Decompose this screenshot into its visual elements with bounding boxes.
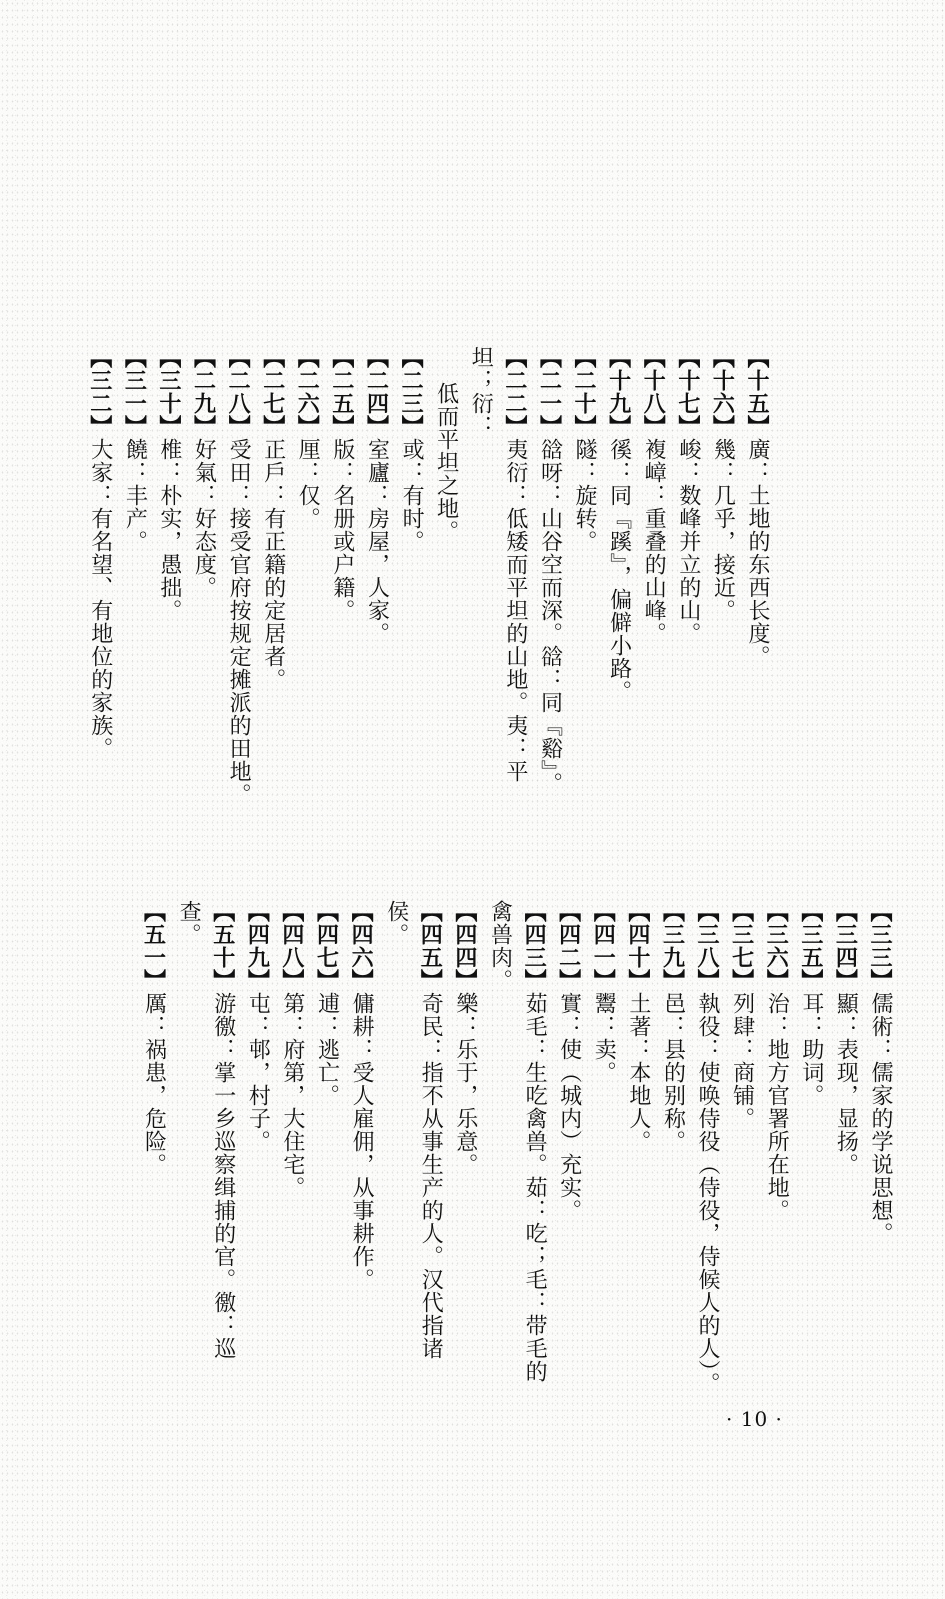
note-text: 谽呀：山谷空而深。谽：同『谿』。	[537, 438, 563, 795]
note-number: 【三一】	[121, 346, 148, 438]
note-entry	[793, 900, 828, 1400]
note-text: 土著：本地人。	[625, 992, 651, 1153]
notes-block-bottom	[136, 900, 897, 1400]
notes-block-top	[82, 346, 774, 806]
note-text: 邑：县的别称。	[660, 992, 686, 1153]
note-text: 樂：乐于，乐意。	[452, 992, 478, 1176]
note-text: 厘：仅。	[295, 438, 321, 530]
note-entry	[739, 346, 774, 806]
note-text: 複嶂：重叠的山峰。	[641, 438, 667, 645]
note-entry	[309, 900, 344, 1400]
note-text: 椎：朴实，愚拙。	[156, 438, 182, 622]
note-number: 【十八】	[640, 346, 667, 438]
note-entry	[117, 346, 152, 806]
note-entry	[240, 900, 275, 1400]
note-entry	[82, 346, 117, 806]
note-entry	[620, 900, 655, 1400]
note-text: 逋：逃亡。	[314, 992, 340, 1107]
note-text: 室廬：房屋，人家。	[364, 438, 390, 645]
note-number: 【三七】	[728, 900, 755, 992]
note-number: 【三四】	[832, 900, 859, 992]
note-text: 正戶：有正籍的定居者。	[260, 438, 286, 691]
note-text: 耳：助词。	[798, 992, 824, 1107]
note-text: 或：有时。	[399, 438, 425, 553]
note-text: 第：府第，大住宅。	[279, 992, 305, 1199]
note-number: 【二一】	[536, 346, 563, 438]
note-entry	[274, 900, 309, 1400]
note-number: 【二九】	[190, 346, 217, 438]
note-number: 【十五】	[744, 346, 770, 438]
note-entry	[689, 900, 724, 1400]
note-entry	[151, 346, 186, 806]
note-entry	[324, 346, 359, 806]
note-entry	[636, 346, 671, 806]
note-number: 【三六】	[763, 900, 790, 992]
note-number: 【二二】	[501, 346, 528, 438]
note-entry	[393, 346, 428, 806]
note-entry	[532, 346, 567, 806]
note-text: 執役：使唤侍役（侍役，侍候人的人）。	[695, 992, 721, 1395]
note-entry	[705, 346, 740, 806]
note-text: 幾：几乎，接近。	[710, 438, 736, 622]
note-entry	[186, 346, 221, 806]
note-number: 【四二】	[555, 900, 582, 992]
note-entry	[482, 900, 551, 1400]
note-text: 受田：接受官府按规定摊派的田地。	[226, 438, 252, 806]
note-number: 【三二】	[86, 346, 113, 438]
note-text: 徯：同『蹊』，偏僻小路。	[606, 438, 632, 703]
note-number: 【四四】	[451, 900, 478, 992]
note-entry	[601, 346, 636, 806]
note-entry	[136, 900, 171, 1400]
note-number: 【五一】	[140, 900, 167, 992]
note-text: 治：地方官署所在地。	[764, 992, 790, 1222]
note-text: 好氣：好态度。	[191, 438, 217, 599]
note-number: 【三十】	[155, 346, 182, 438]
note-number: 【五十】	[209, 900, 236, 992]
note-entry	[171, 900, 240, 1400]
note-number: 【四九】	[244, 900, 271, 992]
note-number: 【四八】	[278, 900, 305, 992]
note-number: 【四七】	[313, 900, 340, 992]
note-entry	[670, 346, 705, 806]
note-entry-continuation	[428, 346, 463, 806]
note-entry	[759, 900, 794, 1400]
note-entry	[655, 900, 690, 1400]
note-text: 實：使（城内）充实。	[556, 992, 582, 1222]
note-text: 饒：丰产。	[122, 438, 148, 553]
note-entry	[378, 900, 447, 1400]
note-number: 【四十】	[624, 900, 651, 992]
note-text: 低而平坦之地。	[433, 382, 459, 543]
note-text: 傭耕：受人雇佣，从事耕作。	[349, 992, 375, 1291]
note-text: 峻：数峰并立的山。	[675, 438, 701, 645]
note-text: 廣：土地的东西长度。	[745, 438, 770, 668]
note-number: 【二四】	[363, 346, 390, 438]
note-text: 隧：旋转。	[572, 438, 598, 553]
note-text: 屯：邨，村子。	[245, 992, 271, 1153]
note-text: 奇民：指不从事生产的人。汉代指诸侯。	[383, 900, 444, 1360]
note-number: 【三九】	[659, 900, 686, 992]
note-entry	[344, 900, 379, 1400]
note-entry	[463, 346, 532, 806]
note-text: 版：名册或户籍。	[329, 438, 355, 622]
note-text: 儒術：儒家的学说思想。	[868, 992, 893, 1245]
note-entry	[359, 346, 394, 806]
note-number: 【四五】	[417, 900, 444, 992]
note-entry	[724, 900, 759, 1400]
page-number: · 10 ·	[726, 1407, 783, 1431]
note-entry	[828, 900, 863, 1400]
note-number: 【四一】	[590, 900, 617, 992]
note-number: 【十九】	[605, 346, 632, 438]
note-text: 夷衍：低矮而平坦的山地。夷：平坦；衍：	[468, 346, 528, 783]
note-number: 【三五】	[797, 900, 824, 992]
note-number: 【二十】	[571, 346, 598, 438]
note-text: 鬻：卖。	[591, 992, 617, 1084]
note-entry	[255, 346, 290, 806]
note-text: 厲：祸患，危险。	[141, 992, 167, 1176]
note-entry	[862, 900, 897, 1400]
note-number: 【四六】	[348, 900, 375, 992]
note-number: 【二七】	[259, 346, 286, 438]
note-entry	[221, 346, 256, 806]
note-entry	[551, 900, 586, 1400]
note-number: 【三八】	[694, 900, 721, 992]
note-entry	[566, 346, 601, 806]
note-text: 顯：表现，显扬。	[833, 992, 859, 1176]
note-number: 【二八】	[225, 346, 252, 438]
note-number: 【二六】	[294, 346, 321, 438]
note-entry	[586, 900, 621, 1400]
note-number: 【二三】	[398, 346, 425, 438]
note-entry	[447, 900, 482, 1400]
note-number: 【十六】	[709, 346, 736, 438]
note-text: 列肆：商铺。	[729, 992, 755, 1130]
note-entry	[290, 346, 325, 806]
note-text: 大家：有名望、有地位的家族。	[87, 438, 113, 760]
note-number: 【二五】	[328, 346, 355, 438]
note-number: 【十七】	[674, 346, 701, 438]
note-number: 【三三】	[867, 900, 893, 992]
note-text: 茹毛：生吃禽兽。茹：吃；毛：带毛的禽兽肉。	[487, 900, 548, 1383]
note-number: 【四三】	[521, 900, 548, 992]
note-text: 游徼：掌一乡巡察缉捕的官。徼：巡查。	[176, 900, 236, 1360]
